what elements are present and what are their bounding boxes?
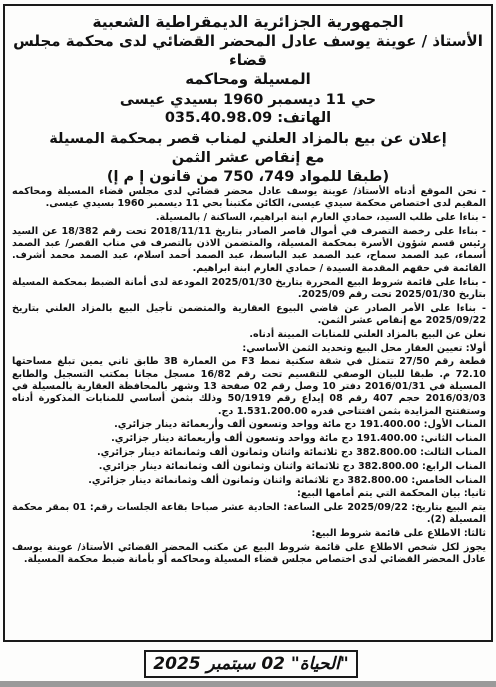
announcement-body bbox=[12, 186, 486, 568]
section-first-heading: أولا: تعيين العقار محل البيع وتحديد الثمن الأساسي: bbox=[242, 342, 486, 354]
announcement-header bbox=[8, 12, 488, 187]
paragraph-intro: - نحن الموقع أدناه الأستاذ/ عوينة يوسف عادل محضر قضائي لدى مجلس قضاء المسيلة ومحاكمه المقيم لدى اختصاص محكمة سيدي عيسى، الكائن مكتبنا بحي 11 ديسمبر 1960 بسيدي عيسى. bbox=[12, 186, 486, 210]
share-1: المناب الأول: 191.400.00 دج مائة وواحد وتسعون ألف وأربعمائة دينار جزائري. bbox=[114, 419, 486, 431]
paragraph-request: - بناءا على طلب السيد، حمادي العارم ابنة ابراهيم، الساكنة / بالمسيلة. bbox=[155, 212, 486, 224]
paragraph-conditions: - بناءا على قائمة شروط البيع المحررة بتاريخ 2025/01/30 المودعة لدى أمانة الضبط بمحكمة المسيلة بتاريخ 2025/01/30 تحت رقم 2025/09. bbox=[12, 276, 486, 300]
section-third-heading: ثالثا: الاطلاع على قائمة شروط البيع: bbox=[311, 528, 486, 540]
bailiff-name: الأستاذ / عوينة يوسف عادل المحضر القضائي لدى محكمة مجلس قضاء bbox=[13, 32, 483, 69]
legal-reference: (طبقا للمواد 749، 750 من قانون إ م إ) bbox=[106, 169, 390, 185]
newspaper-date-box bbox=[144, 650, 358, 678]
share-3: المناب الثالث: 382.800.00 دج ثلاثمائة واثنان وثمانون ألف وثمانمائة دينار جزائري. bbox=[96, 446, 486, 458]
announcement-title: إعلان عن بيع بالمزاد العلني لمناب قصر بمحكمة المسيلة bbox=[49, 131, 447, 147]
paragraph-property: قطعة رقم 27/50 تتمثل في شقة سكنية نمط F3 من العمارة 3B طابق ثاني يمين تبلغ مساحتها 72.10 م. طبقا للبيان الوصفي للتقسيم تحت رقم 16/82 مسجل مجانا بمكتب التسجيل والطابع المسيلة في 2016/01/31 دفتر 10 وصل رقم 02 صفحة 13 وشهر بالمحافظة العقارية بالمسيلة في 2016/03/03 حجم 407 رقم 08 إيداع رقم 50/1919 وذلك بثمن أساسي للمنابات المذكورة أدناه وستفتتح المزايدة بثمن افتتاحي قدره 1.531.200.00 دج. bbox=[12, 356, 487, 417]
page-edge bbox=[0, 681, 496, 687]
paragraph-order: - بناءا على الأمر الصادر عن قاضي البيوع العقارية والمتضمن تأجيل البيع بالمزاد العلني بتاريخ 2025/09/22 مع إنقاص عشر الثمن. bbox=[12, 302, 486, 326]
paragraph-license: - بناءا على رخصة التصرف في أموال قاصر الصادر بتاريخ 2018/11/11 تحت رقم 18/382 عن السيد رئيس قسم شؤون الأسرة بمحكمة المسيلة، والمتضمن الاذن بالتصرف في مناب القصر/ عبد الصمد أسماء، عبد الصمد سماح، عبد الصمد عبد الباسط، عبد الصمد أحمد اسلام، عبد الصمد محمد أشرف. القائمة في حقهم المقدمة السيدة / حمادي العارم ابنة ابراهيم. bbox=[12, 225, 486, 274]
court-name: المسيلة ومحاكمه bbox=[185, 70, 311, 88]
announcement-subtitle: مع إنقاص عشر الثمن bbox=[171, 150, 325, 166]
share-4: المناب الرابع: 382.800.00 دج ثلاثمائة واثنان وثمانون ألف وثمانمائة دينار جزائري. bbox=[98, 460, 486, 472]
paragraph-consult: يجوز لكل شخص الاطلاع على قائمة شروط البيع عن مكتب المحضر القضائي الأستاذ/ عوينة يوسف عادل المحضر القضائي لدى اختصاص مجلس قضاء المسيلة ومحاكمه أو بأمانة ضبط محكمة المسيلة. bbox=[12, 542, 486, 566]
office-address: حي 11 ديسمبر 1960 بسيدي عيسى bbox=[119, 92, 377, 108]
paragraph-sale-date: يتم البيع بتاريخ: 2025/09/22 على الساعة: الحادية عشر صباحا بقاعة الجلسات رقم: 01 بمقر محكمة المسيلة (2). bbox=[12, 502, 486, 526]
share-2: المناب الثاني: 191.400.00 دج مائة وواحد وتسعون ألف وأربعمائة دينار جزائري. bbox=[111, 433, 486, 445]
newspaper-date: "الحياة" 02 سبتمبر 2025 bbox=[153, 654, 349, 674]
section-second-heading: ثانيا: بيان المحكمة التي يتم أمامها البيع: bbox=[297, 488, 486, 500]
office-phone: الهاتف: 035.40.98.09 bbox=[164, 110, 332, 126]
republic-title: الجمهورية الجزائرية الديمقراطية الشعبية bbox=[92, 13, 404, 31]
share-5: المناب الخامس: 382.800.00 دج ثلاثمائة واثنان وثمانون ألف وثمانمائة دينار جزائري. bbox=[88, 474, 486, 486]
paragraph-announce: نعلن عن البيع بالمزاد العلني للمنابات المبينة أدناه. bbox=[249, 328, 486, 340]
